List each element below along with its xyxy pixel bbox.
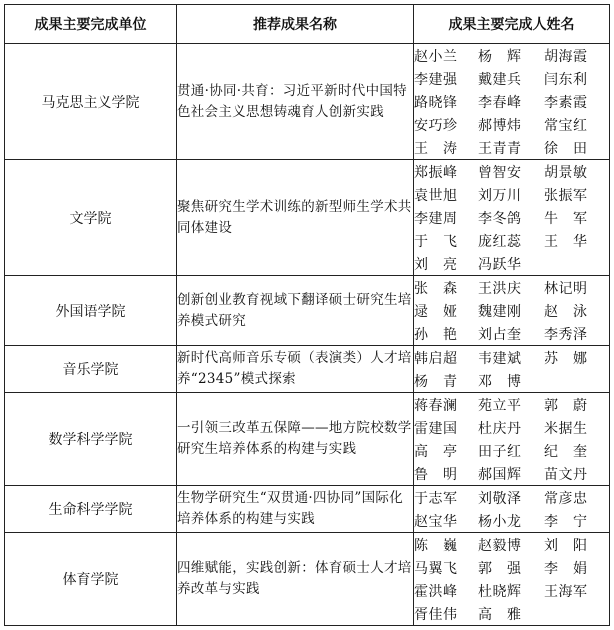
names-line <box>414 579 609 602</box>
person-name: 王 华 <box>544 233 588 250</box>
names-line <box>414 299 609 322</box>
person-name: 李 娟 <box>544 560 588 577</box>
person-name: 刘占奎 <box>478 326 522 343</box>
names-line <box>414 136 609 159</box>
person-name: 郝国辉 <box>478 466 522 483</box>
person-name: 赵小兰 <box>414 48 458 65</box>
title-cell: 一引领三改革五保障——地方院校数学研究生培养体系的构建与实践 <box>177 393 414 486</box>
names-line <box>414 416 609 439</box>
names-line <box>414 252 609 275</box>
title-cell: 创新创业教育视域下翻译硕士研究生培养模式研究 <box>177 276 414 346</box>
person-name: 郝博炜 <box>478 117 522 134</box>
person-name: 纪 奎 <box>544 443 588 460</box>
table-row <box>5 276 610 346</box>
person-name: 鲁 明 <box>414 466 458 483</box>
title-cell: 四维赋能，实践创新：体育硕士人才培养改革与实践 <box>177 533 414 626</box>
unit-cell: 马克思主义学院 <box>5 44 177 160</box>
names-cell <box>414 44 610 160</box>
title-cell: 贯通·协同·共育：习近平新时代中国特色社会主义思想铸魂育人创新实践 <box>177 44 414 160</box>
person-name: 杜晓辉 <box>478 583 522 600</box>
person-name: 高 雅 <box>478 606 522 623</box>
person-name: 杜庆丹 <box>478 420 522 437</box>
unit-cell: 文学院 <box>5 160 177 276</box>
person-name: 米据生 <box>544 420 588 437</box>
person-name: 韩启超 <box>414 350 458 367</box>
person-name: 牛 军 <box>544 210 588 227</box>
names-line <box>414 90 609 113</box>
person-name: 戴建兵 <box>478 71 522 88</box>
unit-cell: 音乐学院 <box>5 346 177 393</box>
names-line <box>414 322 609 345</box>
names-line <box>414 206 609 229</box>
names-line <box>414 160 609 183</box>
person-name: 李建强 <box>414 71 458 88</box>
person-name: 邓 博 <box>478 373 522 390</box>
title-cell: 新时代高师音乐专硕（表演类）人才培养“2345”模式探索 <box>177 346 414 393</box>
person-name: 胥佳伟 <box>414 606 458 623</box>
names-cell <box>414 533 610 626</box>
title-cell: 生物学研究生“双贯通·四协同”国际化培养体系的构建与实践 <box>177 486 414 533</box>
names-line <box>414 462 609 485</box>
person-name: 雷建国 <box>414 420 458 437</box>
names-cell <box>414 486 610 533</box>
person-name: 马翼飞 <box>414 560 458 577</box>
person-name: 蒋春澜 <box>414 397 458 414</box>
person-name: 曾智安 <box>478 164 522 181</box>
person-name: 李 宁 <box>544 513 588 530</box>
header-unit: 成果主要完成单位 <box>5 5 177 44</box>
person-name: 陈 巍 <box>414 537 458 554</box>
person-name: 刘敬泽 <box>478 490 522 507</box>
names-line <box>414 602 609 625</box>
header-names: 成果主要完成人姓名 <box>414 5 610 44</box>
unit-cell: 外国语学院 <box>5 276 177 346</box>
person-name: 李秀泽 <box>544 326 588 343</box>
person-name: 刘万川 <box>478 187 522 204</box>
unit-cell: 生命科学学院 <box>5 486 177 533</box>
person-name: 田子红 <box>478 443 522 460</box>
person-name: 王海军 <box>544 583 588 600</box>
person-name: 郭 强 <box>478 560 522 577</box>
person-name: 王青青 <box>478 140 522 157</box>
names-line <box>414 393 609 416</box>
names-line <box>414 486 609 509</box>
person-name: 刘 亮 <box>414 256 458 273</box>
person-name: 李建周 <box>414 210 458 227</box>
person-name: 李春峰 <box>478 94 522 111</box>
person-name: 赵宝华 <box>414 513 458 530</box>
names-line <box>414 509 609 532</box>
person-name: 冯跃华 <box>478 256 522 273</box>
unit-cell: 体育学院 <box>5 533 177 626</box>
table-body <box>5 44 610 626</box>
person-name: 赵 泳 <box>544 303 588 320</box>
person-name: 高 亭 <box>414 443 458 460</box>
person-name: 郑振峰 <box>414 164 458 181</box>
names-line <box>414 556 609 579</box>
person-name: 杨小龙 <box>478 513 522 530</box>
person-name: 安巧珍 <box>414 117 458 134</box>
header-title: 推荐成果名称 <box>177 5 414 44</box>
unit-cell: 数学科学学院 <box>5 393 177 486</box>
person-name: 韦建斌 <box>478 350 522 367</box>
names-line <box>414 439 609 462</box>
table-row <box>5 533 610 626</box>
names-line <box>414 369 609 392</box>
names-line <box>414 229 609 252</box>
person-name: 路晓锋 <box>414 94 458 111</box>
person-name: 杨 青 <box>414 373 458 390</box>
results-table <box>4 4 610 626</box>
table-row <box>5 44 610 160</box>
person-name: 杨 辉 <box>478 48 522 65</box>
table-row <box>5 160 610 276</box>
person-name: 魏建刚 <box>478 303 522 320</box>
header-row <box>5 5 610 44</box>
table-row <box>5 486 610 533</box>
table-row <box>5 346 610 393</box>
person-name: 孙 艳 <box>414 326 458 343</box>
person-name: 王 涛 <box>414 140 458 157</box>
names-line <box>414 44 609 67</box>
person-name: 逯 娅 <box>414 303 458 320</box>
names-line <box>414 346 609 369</box>
names-cell <box>414 346 610 393</box>
names-line <box>414 183 609 206</box>
person-name: 徐 田 <box>544 140 588 157</box>
person-name: 苗文丹 <box>544 466 588 483</box>
person-name: 常宝红 <box>544 117 588 134</box>
names-line <box>414 533 609 556</box>
title-cell: 聚焦研究生学术训练的新型师生学术共同体建设 <box>177 160 414 276</box>
person-name: 庞红蕊 <box>478 233 522 250</box>
table-row <box>5 393 610 486</box>
names-cell <box>414 276 610 346</box>
person-name: 张 森 <box>414 280 458 297</box>
person-name: 郭 蔚 <box>544 397 588 414</box>
person-name: 霍洪峰 <box>414 583 458 600</box>
person-name: 苏 娜 <box>544 350 588 367</box>
person-name: 胡海霞 <box>544 48 588 65</box>
person-name: 于志军 <box>414 490 458 507</box>
names-line <box>414 67 609 90</box>
person-name: 林记明 <box>544 280 588 297</box>
names-line <box>414 113 609 136</box>
person-name: 赵毅博 <box>478 537 522 554</box>
person-name: 苑立平 <box>478 397 522 414</box>
person-name: 袁世旭 <box>414 187 458 204</box>
person-name: 刘 阳 <box>544 537 588 554</box>
names-line <box>414 276 609 299</box>
person-name: 闫东利 <box>544 71 588 88</box>
person-name: 王洪庆 <box>478 280 522 297</box>
names-cell <box>414 393 610 486</box>
person-name: 胡景敏 <box>544 164 588 181</box>
person-name: 于 飞 <box>414 233 458 250</box>
person-name: 张振军 <box>544 187 588 204</box>
person-name: 常彦忠 <box>544 490 588 507</box>
names-cell <box>414 160 610 276</box>
person-name: 李素霞 <box>544 94 588 111</box>
person-name: 李冬鸽 <box>478 210 522 227</box>
